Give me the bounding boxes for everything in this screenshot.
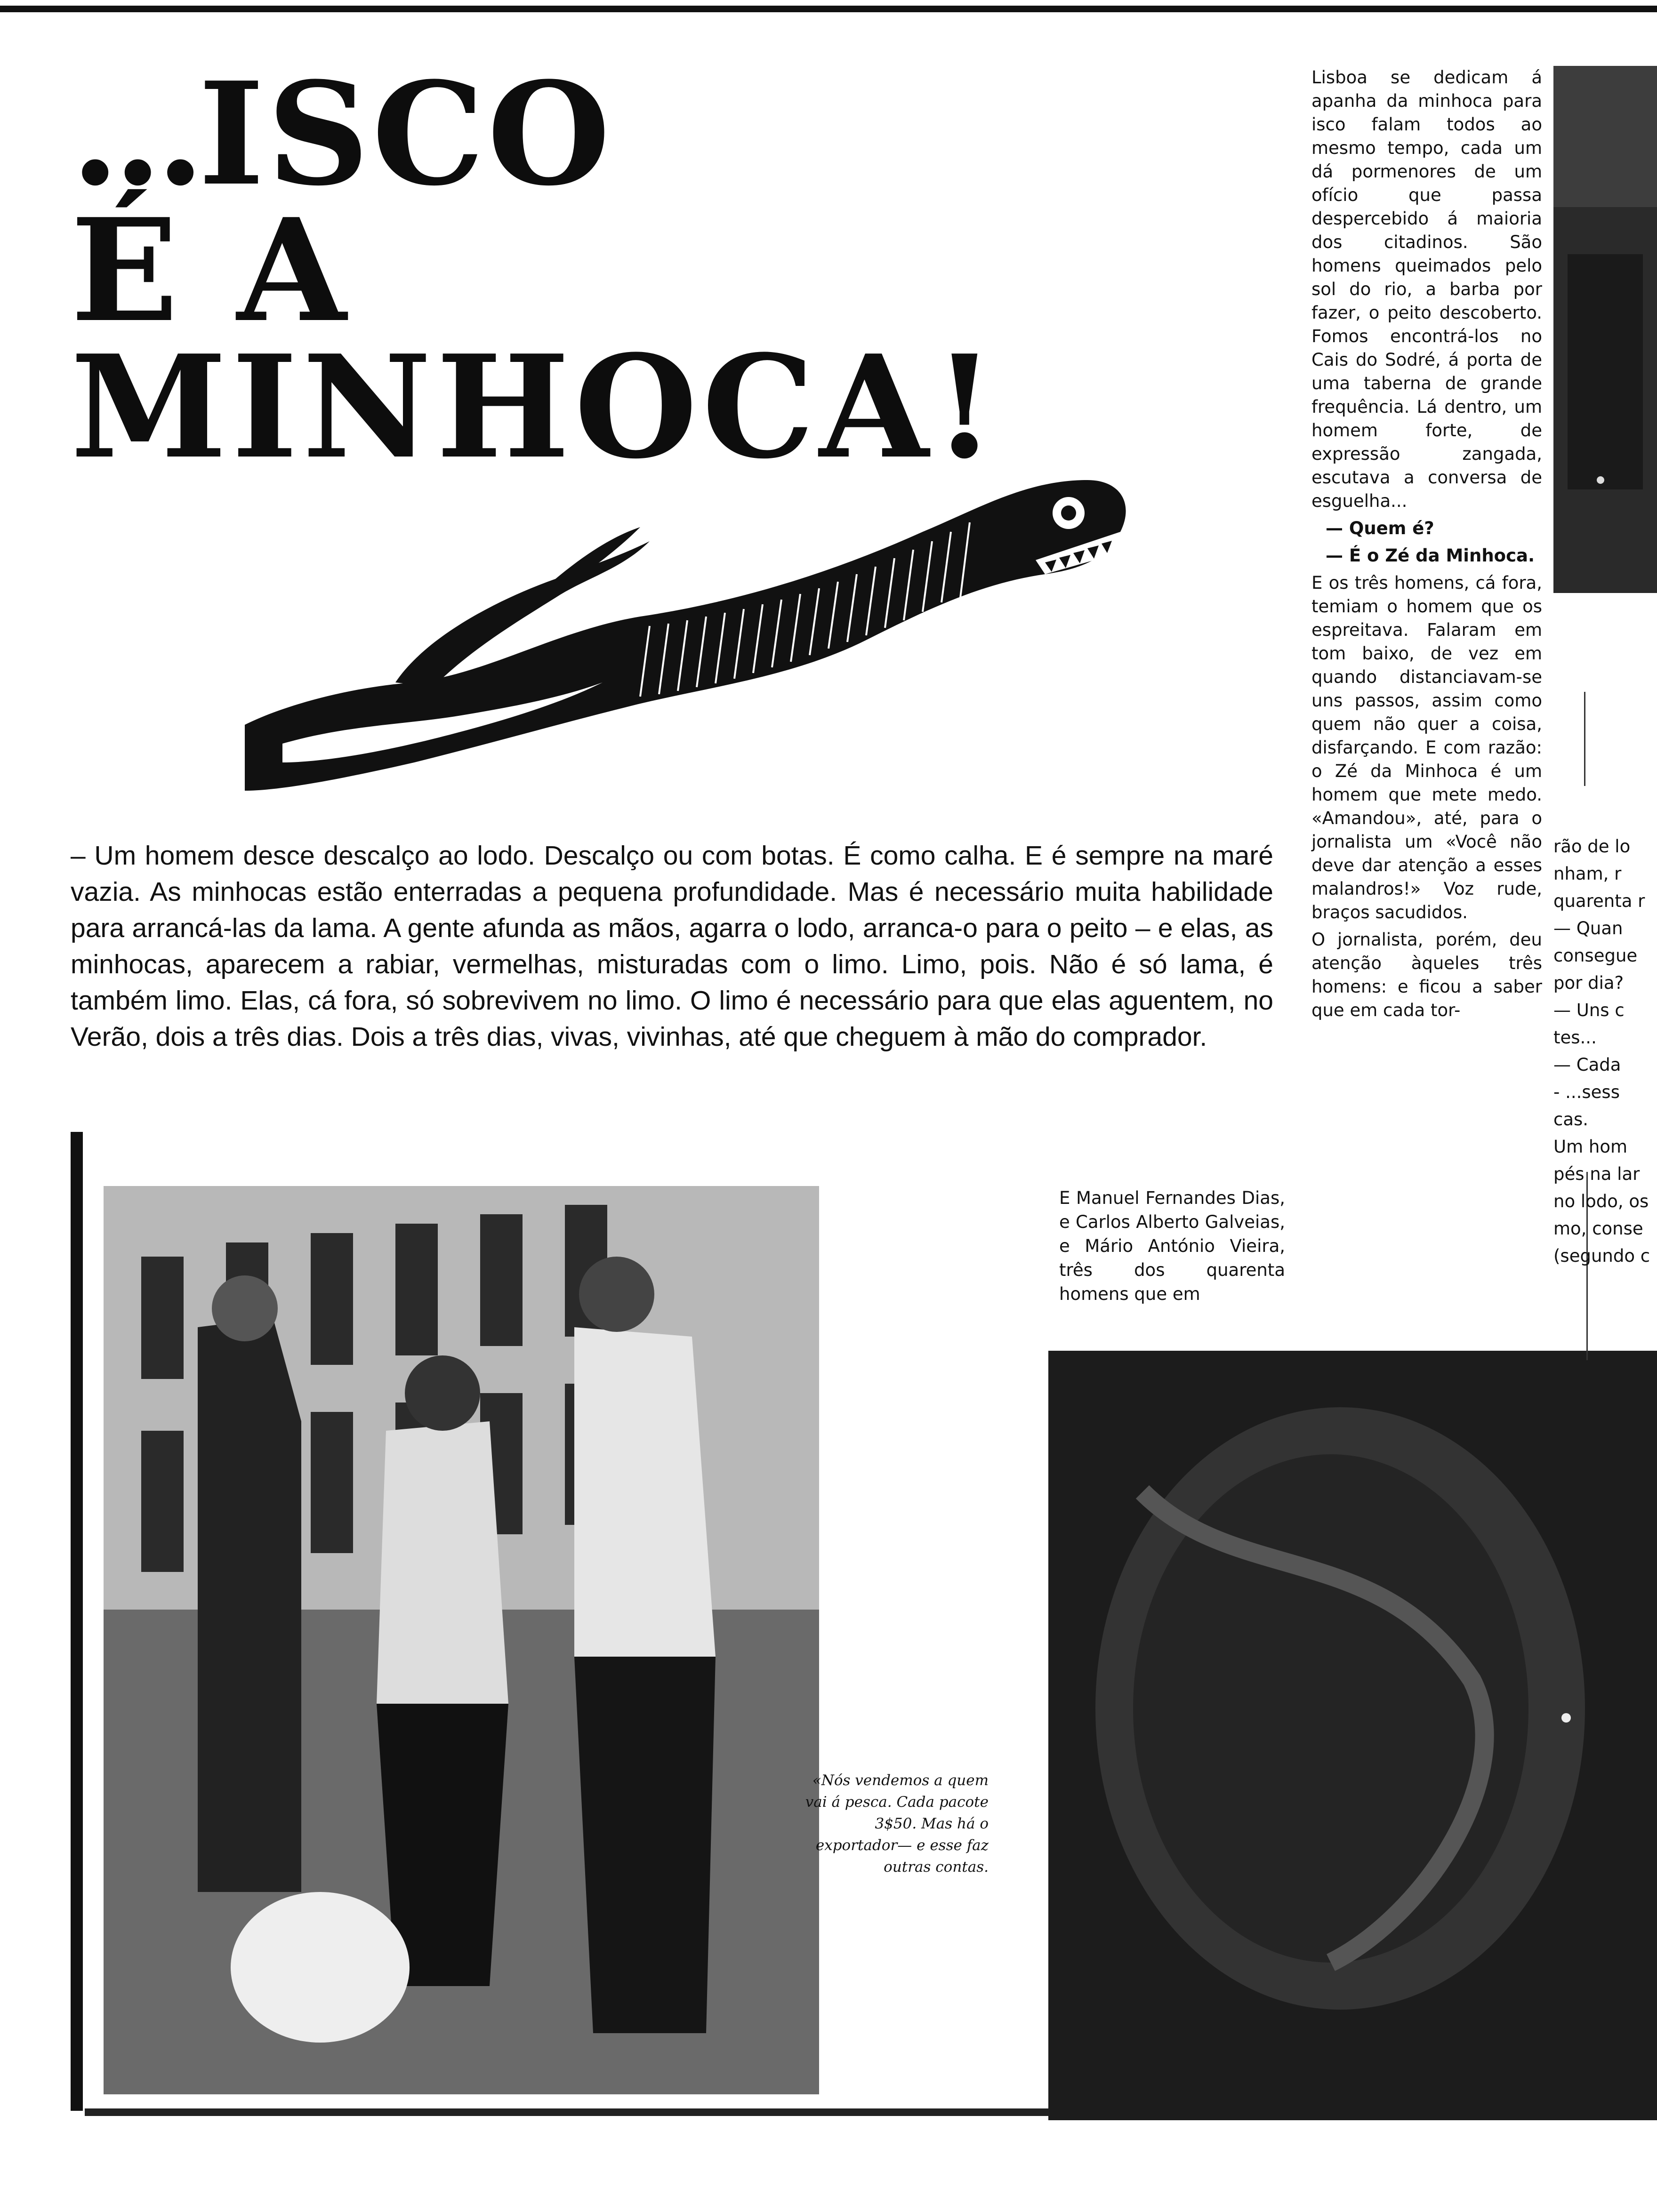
article-column-2 — [1311, 66, 1542, 1026]
headline — [71, 51, 1295, 490]
photo-worm-closeup — [1048, 1351, 1657, 2120]
top-rule — [0, 6, 1657, 12]
worm-illustration — [226, 461, 1191, 800]
column3-line: (segundo c — [1553, 1246, 1650, 1266]
column3-line: - ...sess — [1553, 1082, 1620, 1102]
column3-line: nham, r — [1553, 864, 1622, 884]
headline-dots: ... — [71, 51, 199, 217]
photo-caption: «Nós vendemos a quem vai á pesca. Cada pacote 3$50. Mas há o exportador— e esse faz outras contas. — [805, 1772, 989, 1875]
intro-paragraph: – Um homem desce descalço ao lodo. Descalço ou com botas. É como calha. E é sempre na maré vazia. As minhocas estão enterradas a pequena profundidade. Mas é necessário muita habilidade para arrancá-las da lama. A gente afunda as mãos, agarra o lodo, arranca-o para o peito – e elas, as minhocas, aparecem a rabiar, vermelhas, misturadas com o limo. Limo, pois. Não é só lama, é também limo. Elas, cá fora, só sobrevivem no limo. O limo é necessário para que elas aguentem, no Verão, dois a três dias. Dois a três dias, vivas, vivinhas, até que cheguem à mão do comprador. — [71, 841, 1273, 1052]
column3-line: por dia? — [1553, 973, 1624, 993]
bottom-rule — [85, 2108, 1050, 2116]
column3-line: cas. — [1553, 1109, 1589, 1130]
column3-line: no lodo, os — [1553, 1191, 1649, 1211]
column3-line: quarenta r — [1553, 891, 1645, 911]
column3-line: — Quan — [1553, 918, 1623, 938]
photo-border-bar — [71, 1132, 83, 2111]
column3-line: consegue — [1553, 946, 1638, 966]
column3-line: rão de lo — [1553, 836, 1631, 857]
column3-rule-top — [1584, 692, 1585, 786]
column2-paragraph-1: Lisboa se dedicam á apanha da minhoca para isco falam todos ao mesmo tempo, cada um dá pormenores de um ofício que passa despercebido á maioria dos citadinos. São homens queimados pelo sol do rio, a barba por fazer, o peito descoberto. Fomos encontrá-los no Cais do Sodré, á porta de uma taberna de grande frequência. Lá dentro, um homem forte, de expressão zangada, escutava a conversa de esguelha... — [1311, 67, 1542, 511]
column3-line: pés na lar — [1553, 1164, 1640, 1184]
article-column-3-cropped — [1553, 833, 1657, 1270]
column3-line: — Uns c — [1553, 1000, 1625, 1020]
headline-line1: ISCO — [198, 51, 613, 217]
column3-line: Um hom — [1553, 1137, 1628, 1157]
column3-line: — Cada — [1553, 1055, 1621, 1075]
headline-line2: É A MINHOCA! — [71, 187, 1000, 490]
dialogue-line-1: — Quem é? — [1326, 518, 1434, 538]
photo-top-right — [1553, 66, 1657, 593]
column2-paragraph-3: O jornalista, porém, deu atenção àqueles três homens: e ficou a saber que em cada tor- — [1311, 930, 1542, 1020]
photo-three-men — [104, 1186, 819, 2094]
column2-paragraph-2: E os três homens, cá fora, temiam o homem que os espreitava. Falaram em tom baixo, de vez em quando distanciavam-se uns passos, assim como quem não quer a coisa, disfarçando. E com razão: o Zé da Minhoca é um homem que mete medo. «Amandou», até, para o jornalista um «Você não deve dar atenção a esses malandros!» Voz rude, braços sacudidos. — [1311, 573, 1542, 922]
column3-line: mo, conse — [1553, 1218, 1643, 1239]
column3-line: tes... — [1553, 1027, 1597, 1048]
credits-paragraph: E Manuel Fernandes Dias, e Carlos Alberto Galveias, e Mário António Vieira, três dos quarenta homens que em — [1059, 1188, 1285, 1304]
dialogue-line-2: — É o Zé da Minhoca. — [1326, 545, 1535, 566]
